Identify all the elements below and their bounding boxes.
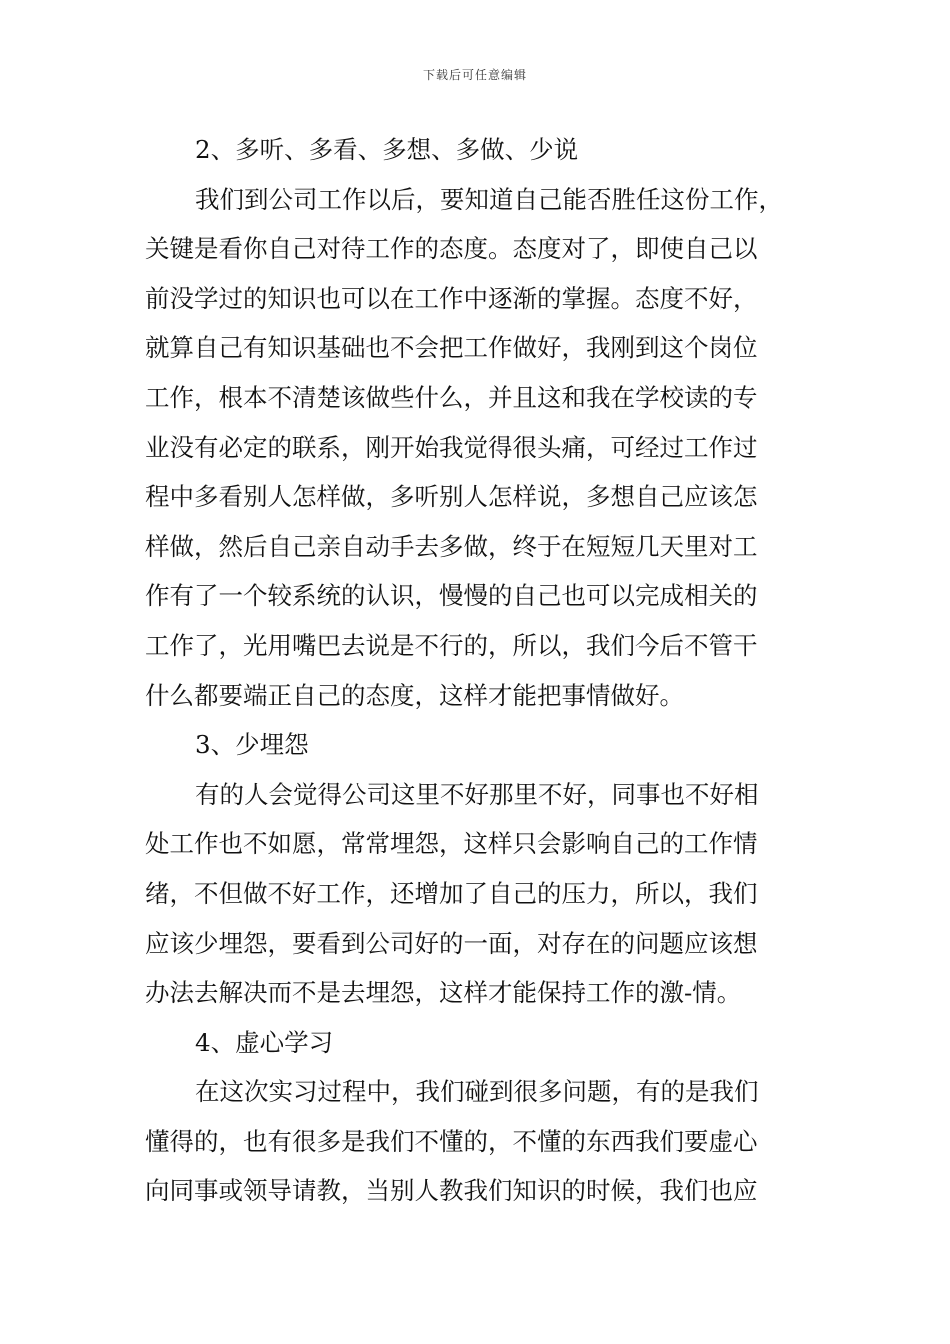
section-heading: 3、少埋怨 [195, 730, 309, 760]
paragraph-line: 有的人会觉得公司这里不好那里不好，同事也不好相 [195, 779, 759, 809]
paragraph-line: 关键是看你自己对待工作的态度。态度对了，即使自己以 [145, 234, 758, 264]
paragraph-line: 绪，不但做不好工作，还增加了自己的压力，所以，我们 [145, 878, 758, 908]
paragraph-line: 处工作也不如愿，常常埋怨，这样只会影响自己的工作情 [145, 829, 758, 859]
paragraph-line: 工作，根本不清楚该做些什么，并且这和我在学校读的专 [145, 382, 758, 412]
paragraph-line: 在这次实习过程中，我们碰到很多问题，有的是我们 [195, 1077, 759, 1107]
paragraph-line: 向同事或领导请教，当别人教我们知识的时候，我们也应 [145, 1176, 758, 1206]
paragraph-line: 业没有必定的联系，刚开始我觉得很头痛，可经过工作过 [145, 432, 758, 462]
document-body [145, 125, 815, 1216]
section-heading: 2、多听、多看、多想、多做、少说 [195, 135, 579, 164]
header-note: 下载后可任意编辑 [422, 68, 527, 82]
section-heading: 4、虚心学习 [195, 1027, 334, 1057]
paragraph-line: 样做，然后自己亲自动手去多做，终于在短短几天里对工 [145, 531, 758, 561]
paragraph-line: 程中多看别人怎样做，多听别人怎样说，多想自己应该怎 [145, 482, 758, 512]
paragraph-line: 工作了，光用嘴巴去说是不行的，所以，我们今后不管干 [145, 630, 758, 660]
paragraph-line: 前没学过的知识也可以在工作中逐渐的掌握。态度不好， [145, 283, 758, 313]
paragraph-line: 应该少埋怨，要看到公司好的一面，对存在的问题应该想 [145, 928, 758, 958]
paragraph-line: 就算自己有知识基础也不会把工作做好，我刚到这个岗位 [145, 333, 758, 363]
paragraph-line: 我们到公司工作以后，要知道自己能否胜任这份工作， [195, 184, 783, 214]
paragraph-line: 懂得的，也有很多是我们不懂的，不懂的东西我们要虚心 [145, 1126, 758, 1156]
paragraph-line: 办法去解决而不是去埋怨，这样才能保持工作的激-情。 [145, 978, 742, 1008]
paragraph-line: 作有了一个较系统的认识，慢慢的自己也可以完成相关的 [145, 581, 758, 611]
paragraph-line: 什么都要端正自己的态度，这样才能把事情做好。 [145, 680, 684, 710]
